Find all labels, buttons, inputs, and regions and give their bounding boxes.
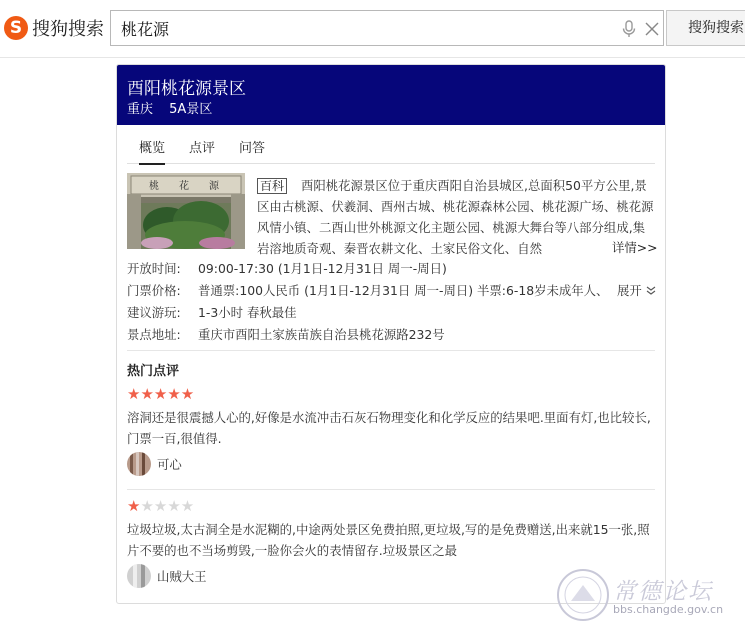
info-row-hours: [127, 259, 447, 277]
info-label: 开放时间:: [127, 261, 181, 276]
logo-text: 搜狗搜索: [32, 19, 104, 40]
info-label: 建议游玩:: [127, 305, 181, 320]
watermark-url: bbs.changde.gov.cn: [613, 603, 724, 616]
card-header: [117, 65, 665, 125]
close-icon[interactable]: [643, 19, 661, 39]
divider: [127, 489, 655, 490]
user-name: 可心: [157, 457, 182, 472]
review-rating: [127, 497, 194, 515]
info-value[interactable]: 重庆市酉阳土家族苗族自治县桃花源路232号: [198, 327, 445, 342]
review-text: 垃圾垃圾,太古洞全是水泥糊的,中途两处景区免费拍照,更垃圾,写的是免费赠送,出来就15一张,照片不要的也不当场剪毁,一脸你会火的表情留存.垃圾景区之最: [127, 522, 650, 558]
scenic-spot-card: [116, 64, 666, 604]
scenic-thumbnail[interactable]: [127, 173, 245, 249]
intro-text: 酉阳桃花源景区位于重庆酉阳自治县城区,总面积50平方公里,景区由古桃源、伏羲洞、酉州古城、桃花源森林公园、桃花源广场、桃花源风情小镇、二酉山世外桃源文化主题公园、桃源大舞台等八部分组成,集岩溶地质奇观、秦晋农耕文化、土家民俗文化、自然: [257, 178, 654, 256]
sogou-logo[interactable]: [4, 14, 104, 42]
info-row-address: [127, 325, 445, 343]
star-icon: ★: [127, 497, 141, 515]
info-label: 景点地址:: [127, 327, 181, 342]
search-button[interactable]: 搜狗搜索: [666, 10, 745, 46]
avatar: [127, 564, 151, 588]
svg-text:源: 源: [209, 181, 219, 192]
info-row-price: [127, 281, 617, 299]
top-bar: [0, 0, 745, 58]
detail-link[interactable]: 详情>>: [599, 238, 658, 256]
tab-reviews[interactable]: 点评: [189, 141, 216, 156]
watermark: [555, 565, 745, 625]
info-value: 09:00-17:30 (1月1日-12月31日 周一-周日): [198, 261, 447, 276]
review-user[interactable]: [127, 452, 182, 476]
star-empty-icon: ★★★★: [140, 497, 195, 515]
tab-overview[interactable]: 概览: [139, 137, 165, 165]
location-label: 重庆: [127, 102, 154, 117]
review-text: 溶洞还是很震撼人心的,好像是水流冲击石灰石物理变化和化学反应的结果吧.里面有灯,也比较长,门票一百,很值得.: [127, 410, 651, 446]
divider: [127, 350, 655, 351]
baike-tag: 百科: [257, 178, 287, 194]
user-name: 山贼大王: [157, 569, 207, 584]
microphone-icon[interactable]: [619, 19, 639, 39]
expand-button[interactable]: [617, 281, 656, 299]
logo-icon: S: [4, 16, 28, 40]
chevron-down-icon: [646, 283, 656, 298]
review-user[interactable]: [127, 564, 207, 588]
search-input[interactable]: [119, 18, 603, 38]
watermark-text: 常德论坛: [613, 579, 713, 605]
info-label: 门票价格:: [127, 283, 181, 298]
reviews-title: 热门点评: [127, 364, 180, 379]
info-value: 普通票:100人民币 (1月1日-12月31日 周一-周日) 半票:6-18岁未成年人、: [198, 283, 609, 298]
card-tabs: [127, 135, 655, 164]
search-box: [110, 10, 664, 46]
svg-text:桃: 桃: [149, 181, 159, 192]
card-subtitle: [127, 98, 224, 117]
avatar: [127, 452, 151, 476]
watermark-seal-icon: [555, 567, 611, 623]
info-value: 1-3小时 春秋最佳: [198, 305, 297, 320]
star-icon: ★★★★★: [127, 385, 195, 403]
review-rating: [127, 385, 194, 403]
svg-text:花: 花: [179, 181, 189, 192]
tab-qa[interactable]: 问答: [239, 141, 266, 156]
info-row-duration: [127, 303, 297, 321]
expand-label: 展开: [617, 283, 642, 298]
level-label: 5A景区: [169, 102, 213, 117]
card-title[interactable]: 酉阳桃花源景区: [127, 79, 246, 99]
